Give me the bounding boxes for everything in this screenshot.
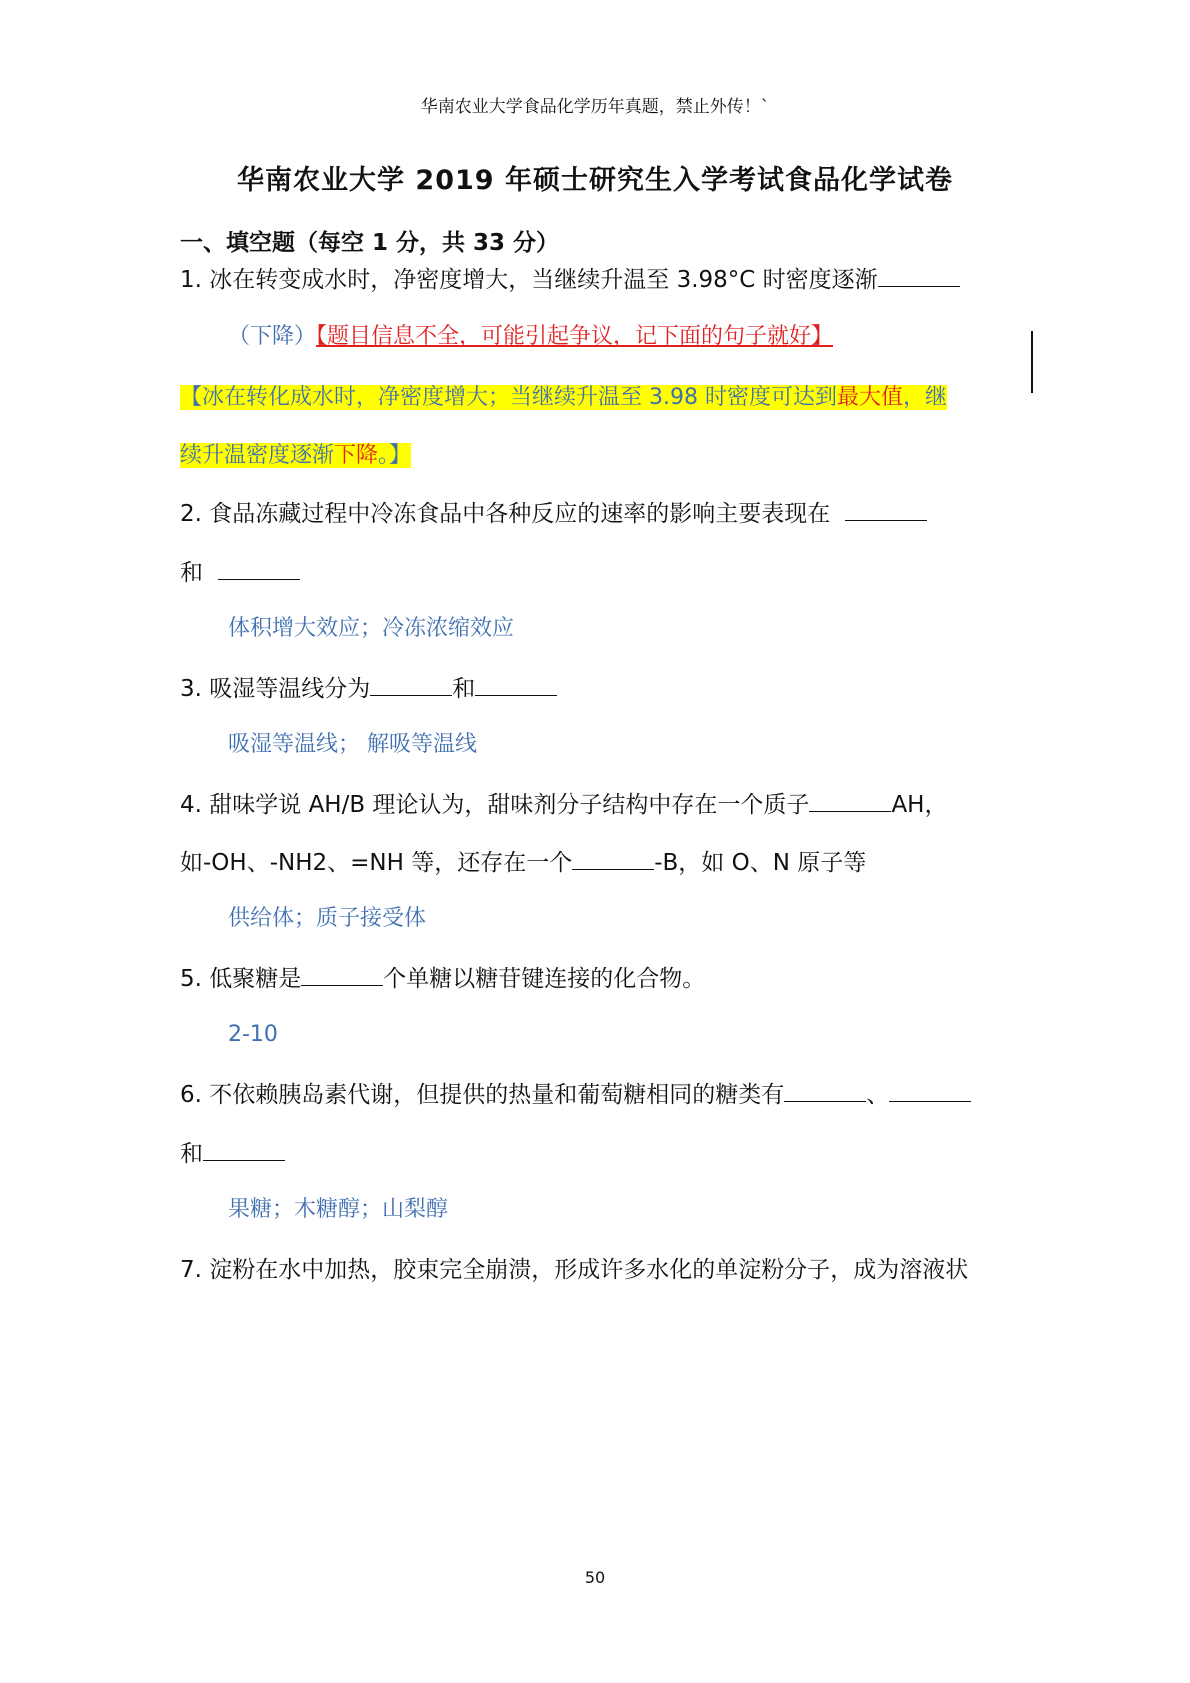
answer-blank xyxy=(572,847,654,870)
question-4-text: 4. 甜味学说 AH/B 理论认为，甜味剂分子结构中存在一个质子 xyxy=(180,792,810,818)
answer-blank xyxy=(218,557,300,580)
answer-blank xyxy=(784,1079,866,1102)
question-2-answer: 体积增大效应；冷冻浓缩效应 xyxy=(228,616,515,641)
question-4-text: AH， xyxy=(891,792,948,818)
question-4-line-1 xyxy=(180,787,947,823)
question-2-text: 2. 食品冻藏过程中冷冻食品中各种反应的速率的影响主要表现在 xyxy=(180,501,831,527)
note-text: ，继 xyxy=(903,385,948,410)
answer-blank xyxy=(889,1079,971,1102)
question-7-line-1: 7. 淀粉在水中加热，胶束完全崩溃，形成许多水化的单淀粉分子，成为溶液状 xyxy=(180,1257,969,1283)
margin-bar xyxy=(1031,331,1033,393)
question-3 xyxy=(180,671,557,707)
question-3-text: 和 xyxy=(452,676,476,702)
question-5 xyxy=(180,961,705,997)
question-6-text: 、 xyxy=(866,1082,890,1108)
question-2-line-2 xyxy=(180,555,300,591)
note-emphasis: 下降 xyxy=(334,443,379,468)
question-5-answer: 2-10 xyxy=(228,1022,278,1047)
answer-blank xyxy=(809,789,891,812)
question-1-note-line-1 xyxy=(180,373,947,423)
answer-blank xyxy=(301,963,383,986)
question-2-line-1 xyxy=(180,496,927,532)
question-1-answer: （下降） xyxy=(228,324,317,349)
page-number: 50 xyxy=(584,1568,606,1587)
question-4-answer: 供给体；质子接受体 xyxy=(228,906,427,931)
question-4-text: -B，如 O、N 原子等 xyxy=(654,850,867,876)
question-1-note-line-2 xyxy=(180,431,411,481)
question-6-line-2 xyxy=(180,1136,285,1172)
note-text: 续升温密度逐渐 xyxy=(180,443,335,468)
note-emphasis: 最大值 xyxy=(836,385,903,410)
question-1 xyxy=(180,262,960,298)
page-title: 华南农业大学 2019 年硕士研究生入学考试食品化学试卷 xyxy=(237,165,953,196)
question-6-text: 和 xyxy=(180,1141,203,1167)
answer-blank xyxy=(878,264,960,287)
question-4-line-2 xyxy=(180,845,866,881)
section-heading: 一、填空题（每空 1 分，共 33 分） xyxy=(180,230,560,256)
question-4-text: 如-OH、-NH2、=NH 等，还存在一个 xyxy=(180,850,573,876)
answer-blank xyxy=(203,1138,285,1161)
question-1-warning: 【题目信息不全，可能引起争议，记下面的句子就好】 xyxy=(316,324,834,349)
question-3-text: 3. 吸湿等温线分为 xyxy=(180,676,371,702)
question-1-answer-line xyxy=(228,320,833,354)
question-1-text: 1. 冰在转变成水时，净密度增大，当继续升温至 3.98°C 时密度逐渐 xyxy=(180,267,878,293)
answer-blank xyxy=(370,673,452,696)
question-6-answer: 果糖；木糖醇；山梨醇 xyxy=(228,1197,449,1222)
question-6-text: 6. 不依赖胰岛素代谢，但提供的热量和葡萄糖相同的糖类有 xyxy=(180,1082,785,1108)
question-5-text: 5. 低聚糖是 xyxy=(180,966,302,992)
note-text: 【冰在转化成水时，净密度增大；当继续升温至 3.98 时密度可达到 xyxy=(180,385,837,410)
page-header: 华南农业大学食品化学历年真题，禁止外传！` xyxy=(420,97,770,117)
question-2-text: 和 xyxy=(180,560,203,586)
question-5-text: 个单糖以糖苷键连接的化合物。 xyxy=(383,966,706,992)
answer-blank xyxy=(475,673,557,696)
note-text: 。】 xyxy=(378,443,412,468)
question-6-line-1 xyxy=(180,1077,971,1113)
question-3-answer: 吸湿等温线； 解吸等温线 xyxy=(228,732,477,757)
answer-blank xyxy=(845,498,927,521)
